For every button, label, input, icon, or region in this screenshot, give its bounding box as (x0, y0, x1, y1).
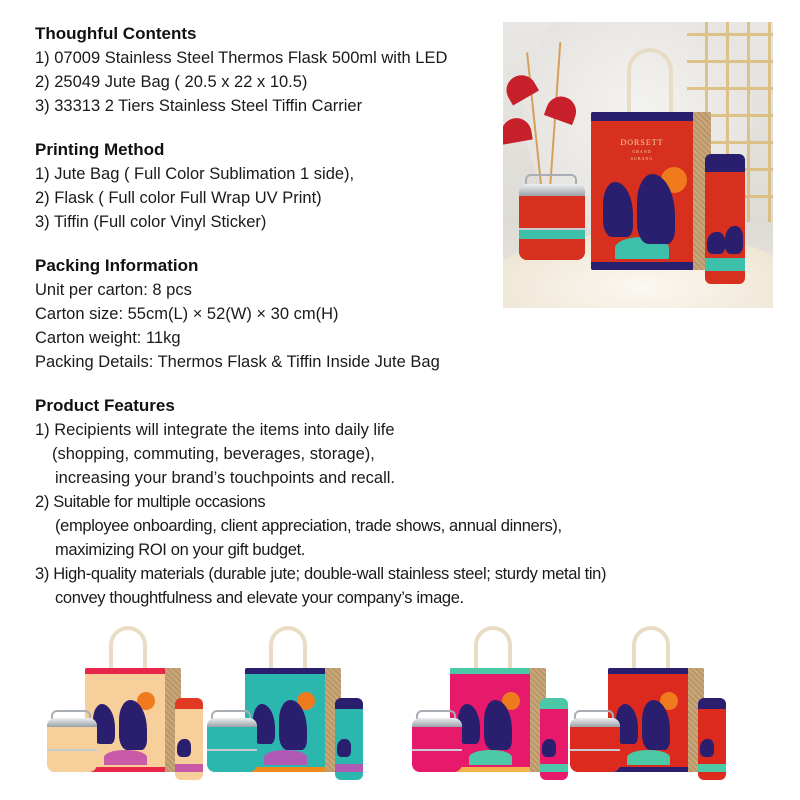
packing-item: Unit per carton: 8 pcs (35, 281, 192, 299)
tiffin-lid (47, 718, 97, 727)
horse-motif (177, 739, 191, 757)
bag-bottom-band (450, 767, 530, 772)
tiffin-tier (570, 751, 620, 772)
tiffin-lid (570, 718, 620, 727)
bag-top-band (245, 668, 325, 674)
tiffin-tier (519, 230, 585, 260)
thermos-flask (698, 698, 726, 780)
section-title: Thoughful Contents (35, 24, 197, 43)
feature-item: 1) Recipients will integrate the items into daily life (35, 421, 395, 439)
feature-detail: (employee onboarding, client appreciation, trade shows, annual dinners), (55, 517, 562, 535)
variant-set-red (568, 620, 733, 790)
variant-set-peach (45, 620, 210, 790)
flask-led-cap (705, 154, 745, 172)
tiffin-carrier (570, 718, 620, 772)
printing-item: 2) Flask ( Full color Full Wrap UV Print) (35, 189, 322, 207)
section-title: Printing Method (35, 140, 165, 159)
jute-bag (245, 668, 341, 772)
bag-wave-motif (469, 750, 512, 765)
tiffin-tier (412, 727, 462, 750)
section-title: Packing Information (35, 256, 199, 275)
tiffin-tier (207, 751, 257, 772)
feature-item: 2) Suitable for multiple occasions (35, 493, 266, 511)
tiffin-tier (207, 727, 257, 750)
packing-item: Packing Details: Thermos Flask & Tiffin Inside Jute Bag (35, 353, 440, 371)
bag-top-band (608, 668, 688, 674)
bag-bottom-band (591, 262, 693, 270)
bag-wave-motif (627, 750, 670, 765)
printing-item: 1) Jute Bag ( Full Color Sublimation 1 side), (35, 165, 355, 183)
tiffin-lid (207, 718, 257, 727)
thermos-flask (705, 154, 745, 284)
bag-bottom-band (245, 767, 325, 772)
content-item: 1) 07009 Stainless Steel Thermos Flask 500ml with LED (35, 49, 448, 67)
variant-set-teal (205, 620, 370, 790)
horse-motif (542, 739, 556, 757)
feature-item: 3) High-quality materials (durable jute; double-wall stainless steel; sturdy metal tin) (35, 565, 607, 583)
tiffin-tier (570, 727, 620, 750)
flask-led-cap (540, 698, 568, 709)
tiffin-tier (412, 751, 462, 772)
bag-top-band (85, 668, 165, 674)
thermos-flask (540, 698, 568, 780)
tiffin-tier (519, 196, 585, 228)
tiffin-tier (47, 751, 97, 772)
bag-bottom-band (608, 767, 688, 772)
tiffin-lid (412, 718, 462, 727)
tiffin-carrier (207, 718, 257, 772)
bag-handle (474, 626, 512, 674)
feature-detail: convey thoughtfulness and elevate your company’s image. (55, 589, 464, 607)
horse-motif (700, 739, 714, 757)
content-item: 3) 33313 2 Tiers Stainless Steel Tiffin Carrier (35, 97, 363, 115)
flask-led-cap (175, 698, 203, 709)
tiffin-carrier (519, 184, 585, 260)
horse-motif (725, 226, 743, 254)
brand-sub: GRAND (632, 149, 652, 154)
tiffin-lid (519, 184, 585, 196)
flask-led-cap (335, 698, 363, 709)
tiffin-carrier (412, 718, 462, 772)
jute-bag (591, 112, 711, 270)
feature-detail: increasing your brand’s touchpoints and recall. (55, 469, 395, 487)
variant-set-pink (410, 620, 575, 790)
hero-product-image (503, 22, 773, 308)
section-product-features (35, 394, 795, 610)
thermos-flask (175, 698, 203, 780)
bag-handle (109, 626, 147, 674)
brand-location: SUBANG (630, 156, 654, 161)
printing-item: 3) Tiffin (Full color Vinyl Sticker) (35, 213, 267, 231)
bag-wave-motif (104, 750, 147, 765)
jute-bag (450, 668, 546, 772)
bag-top-band (591, 112, 693, 121)
horse-motif (707, 232, 725, 254)
feature-detail: maximizing ROI on your gift budget. (55, 541, 306, 559)
flask-wave-band (335, 764, 363, 772)
bag-handle (269, 626, 307, 674)
tiffin-tier (47, 727, 97, 750)
flask-wave-band (698, 764, 726, 772)
bag-wave-motif (264, 750, 307, 765)
bag-handle (632, 626, 670, 674)
packing-item: Carton weight: 11kg (35, 329, 181, 347)
feature-detail: (shopping, commuting, beverages, storage), (52, 445, 375, 463)
jute-bag (608, 668, 704, 772)
section-title: Product Features (35, 396, 175, 415)
bag-handle (627, 48, 673, 118)
thermos-flask (335, 698, 363, 780)
tiffin-carrier (47, 718, 97, 772)
bag-top-band (450, 668, 530, 674)
flask-wave-band (540, 764, 568, 772)
flask-led-cap (698, 698, 726, 709)
jute-bag (85, 668, 181, 772)
content-item: 2) 25049 Jute Bag ( 20.5 x 22 x 10.5) (35, 73, 308, 91)
packing-item: Carton size: 55cm(L) × 52(W) × 30 cm(H) (35, 305, 339, 323)
flask-wave-band (175, 764, 203, 772)
bag-bottom-band (85, 767, 165, 772)
horse-motif (337, 739, 351, 757)
brand-logo: DORSETT (620, 138, 664, 147)
flask-wave-band (705, 258, 745, 271)
